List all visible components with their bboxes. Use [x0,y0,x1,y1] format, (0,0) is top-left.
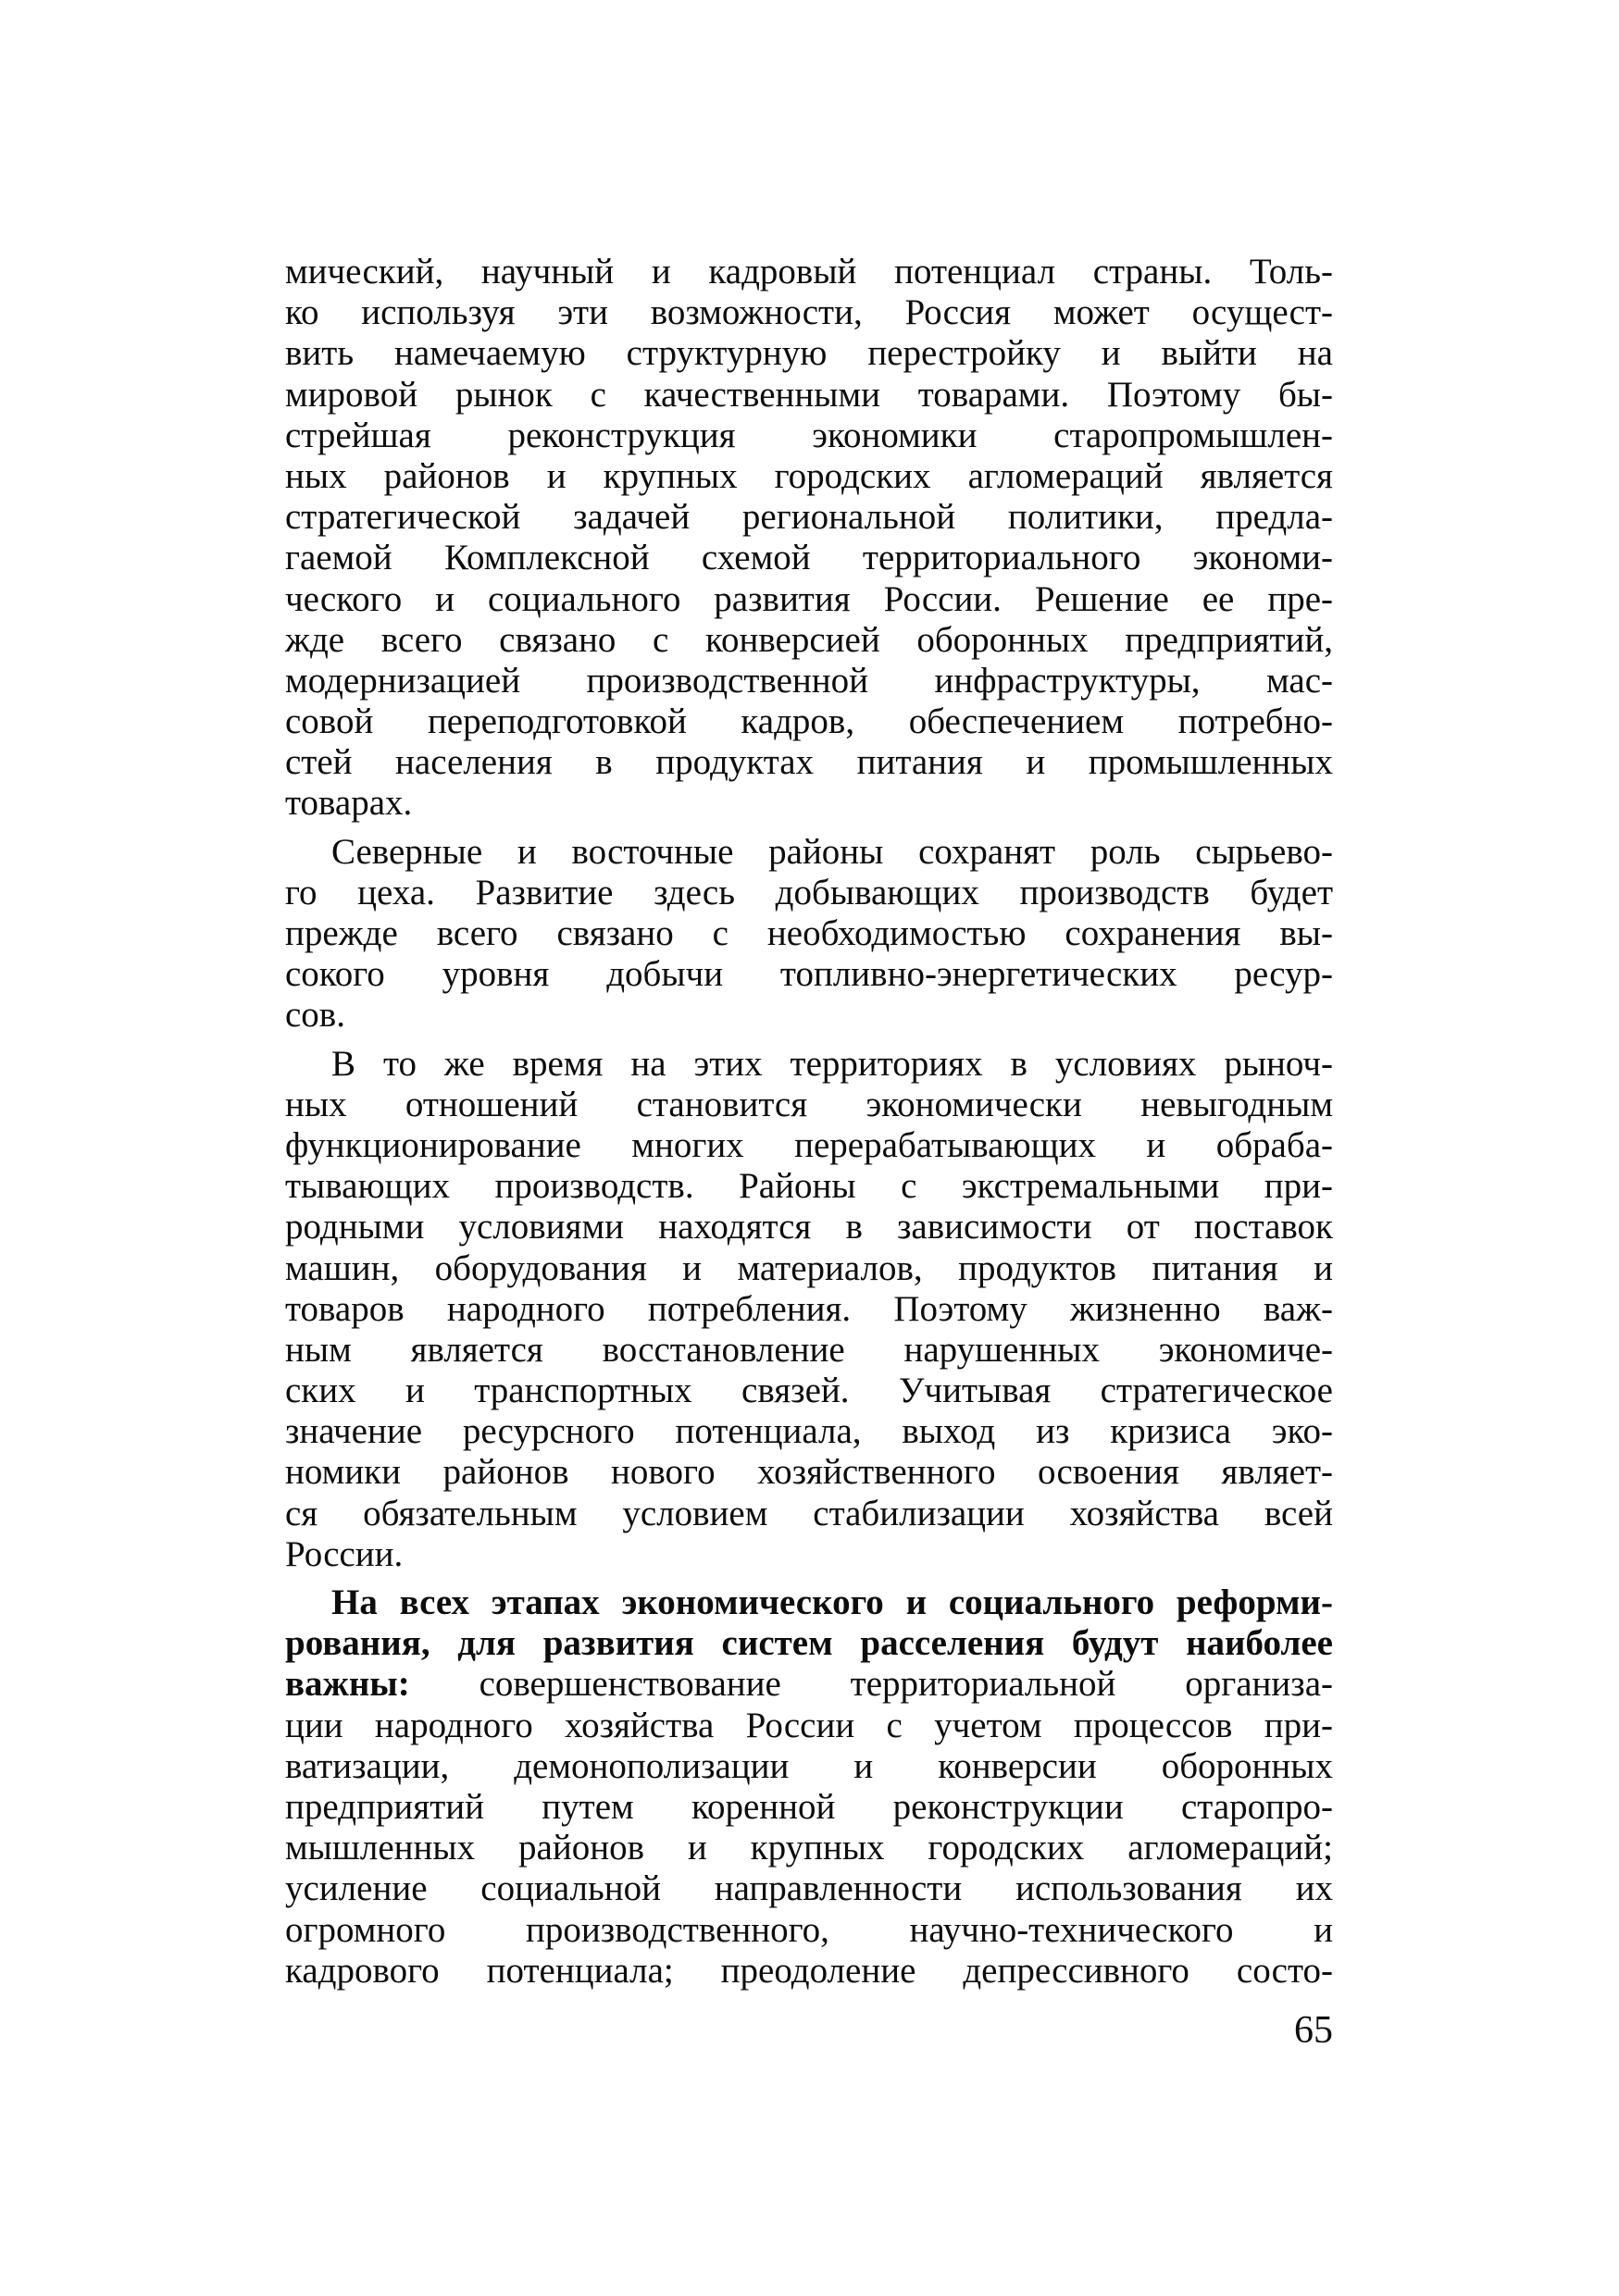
text-line: совой переподготовкой кадров, обеспечением потребно- [285,701,1333,742]
paragraph-3 [285,1044,1333,1575]
text-line: значение ресурсного потенциала, выход из кризиса эко- [285,1411,1333,1452]
text-line: тывающих производств. Районы с экстремальными при- [285,1166,1333,1207]
text-line: жде всего связано с конверсией оборонных предприятий, [285,619,1333,660]
text-line: го цеха. Развитие здесь добывающих производств будет [285,872,1333,912]
page-body-text [285,252,1333,1992]
paragraph-gap [285,825,1333,832]
text-line: родными условиями находятся в зависимости от поставок [285,1207,1333,1247]
text-run: совершенствование территориальной организа- [409,1664,1333,1705]
text-line: машин, оборудования и материалов, продуктов питания и [285,1247,1333,1288]
text-line: ным является восстановление нарушенных экономиче- [285,1329,1333,1370]
bold-text-line: рования, для развития систем расселения будут наиболее [285,1623,1333,1664]
text-line: товарах. [285,783,413,824]
text-line: мический, научный и кадровый потенциал страны. Толь- [285,252,1333,292]
text-line: России. [285,1533,404,1574]
text-line: стратегической задачей региональной политики, предла- [285,497,1333,538]
text-line: Северные и восточные районы сохранят роль сырьево- [331,831,1333,872]
text-line: функционирование многих перерабатывающих и обраба- [285,1124,1333,1165]
paragraph-1 [285,252,1333,825]
text-line: ся обязательным условием стабилизации хозяйства всей [285,1493,1333,1533]
text-line: номики районов нового хозяйственного освоения являет- [285,1452,1333,1493]
text-line: ческого и социального развития России. Решение ее пре- [285,578,1333,619]
paragraph-4 [285,1582,1333,1992]
text-line: вить намечаемую структурную перестройку и выйти на [285,333,1333,374]
text-line: сокого уровня добычи топливно-энергетических ресур- [285,954,1333,995]
paragraph-gap [285,1036,1333,1044]
text-line: ных районов и крупных городских агломераций является [285,455,1333,496]
text-line: стрейшая реконструкция экономики старопромышлен- [285,415,1333,455]
text-line: кадрового потенциала; преодоление депрессивного состо- [285,1950,1333,1991]
mixed-text-line [285,1664,1333,1705]
text-line: мировой рынок с качественными товарами. Поэтому бы- [285,374,1333,415]
paragraph-gap [285,1575,1333,1582]
text-line: предприятий путем коренной реконструкции старопро- [285,1786,1333,1827]
text-line: ватизации, демонополизации и конверсии оборонных [285,1745,1333,1786]
text-line: товаров народного потребления. Поэтому жизненно важ- [285,1288,1333,1329]
page-number: 65 [1294,2009,1333,2052]
text-line: ских и транспортных связей. Учитывая стратегическое [285,1371,1333,1411]
text-line: гаемой Комплексной схемой территориального экономи- [285,538,1333,578]
text-line: стей населения в продуктах питания и промышленных [285,742,1333,783]
paragraph-2 [285,832,1333,1036]
text-line: ции народного хозяйства России с учетом процессов при- [285,1705,1333,1745]
text-line: сов. [285,995,345,1036]
text-line: прежде всего связано с необходимостью сохранения вы- [285,913,1333,953]
text-line: огромного производственного, научно-технического и [285,1909,1333,1950]
text-line: мышленных районов и крупных городских агломераций; [285,1828,1333,1868]
bold-lead-word: важны: [285,1664,410,1705]
text-line: ко используя эти возможности, Россия может осущест- [285,292,1333,333]
text-line: ных отношений становится экономически невыгодным [285,1084,1333,1124]
text-line: В то же время на этих территориях в условиях рыноч- [331,1043,1333,1084]
bold-text-line: На всех этапах экономического и социального реформи- [331,1582,1333,1622]
text-line: усиление социальной направленности использования их [285,1868,1333,1909]
text-line: модернизацией производственной инфраструктуры, мас- [285,660,1333,701]
